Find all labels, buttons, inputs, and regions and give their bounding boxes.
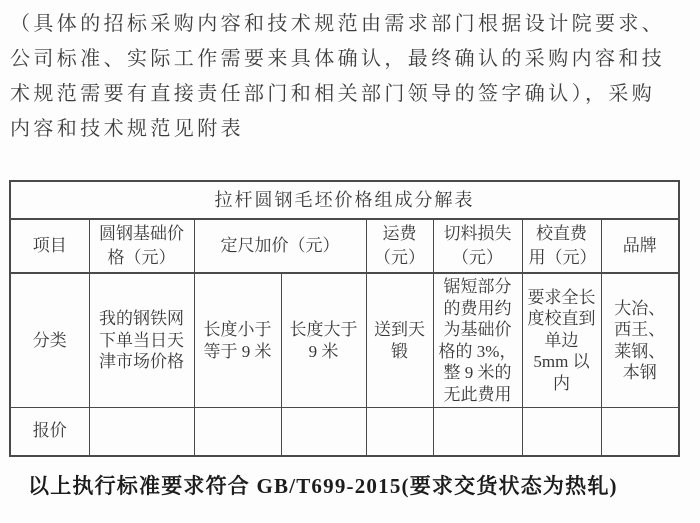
quote-brand-cell <box>601 408 679 456</box>
intro-line-1: （具体的招标采购内容和技术规范由需求部门根据设计院要求、 <box>10 13 666 35</box>
header-base-price: 圆钢基础价格（元） <box>89 219 194 273</box>
quote-straightening-cell <box>522 408 601 456</box>
quote-row <box>10 408 679 456</box>
standard-note: 以上执行标准要求符合 GB/T699-2015(要求交货状态为热轧) <box>28 474 618 498</box>
quote-cutting-loss-cell <box>433 408 522 456</box>
category-length-gt9: 长度大于 9 米 <box>281 273 366 408</box>
header-item: 项目 <box>10 219 89 273</box>
header-length-surcharge: 定尺加价（元） <box>194 219 366 273</box>
intro-paragraph <box>10 7 696 147</box>
header-straightening-fee: 校直费用（元） <box>522 219 601 273</box>
quote-base-price-cell <box>89 408 194 456</box>
intro-line-4: 内容和技术规范见附表 <box>10 118 244 140</box>
quote-length-le9-cell <box>194 408 281 456</box>
quote-label: 报价 <box>10 408 89 456</box>
price-breakdown-table <box>9 180 680 457</box>
table-title: 拉杆圆钢毛坯价格组成分解表 <box>10 181 679 219</box>
header-brand: 品牌 <box>601 219 679 273</box>
category-brand: 大冶、西王、莱钢、本钢 <box>601 273 679 408</box>
quote-freight-cell <box>366 408 433 456</box>
intro-line-2: 公司标准、实际工作需要来具体确认，最终确认的采购内容和技 <box>10 48 666 70</box>
table-header-row <box>10 219 679 273</box>
header-cutting-loss: 切料损失（元） <box>433 219 522 273</box>
header-freight: 运费（元） <box>366 219 433 273</box>
quote-length-gt9-cell <box>281 408 366 456</box>
category-freight: 送到天锻 <box>366 273 433 408</box>
category-length-le9: 长度小于等于 9 米 <box>194 273 281 408</box>
category-label: 分类 <box>10 273 89 408</box>
category-base-price: 我的钢铁网下单当日天津市场价格 <box>89 273 194 408</box>
intro-line-3: 术规范需要有直接责任部门和相关部门领导的签字确认），采购 <box>10 83 656 105</box>
category-straightening: 要求全长度校直到单边 5mm 以内 <box>522 273 601 408</box>
category-row <box>10 273 679 408</box>
table-title-row <box>10 181 679 219</box>
category-cutting-loss: 锯短部分的费用约为基础价格的 3%，整 9 米的无此费用 <box>433 273 522 408</box>
